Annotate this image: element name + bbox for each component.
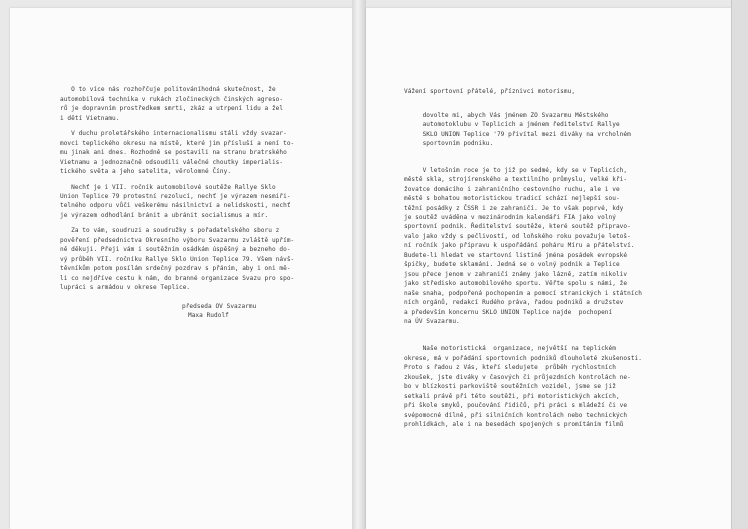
right-greeting: Vážení sportovní přátelé, příznivci motorismu, (404, 88, 576, 96)
right-paragraph-2: V letošním roce je to již po sedmé, kdy se v Teplicích, městě skla, strojírenského a textilního průmyslu, velké kři- žovatce domácího i zahraničního cestovního ruchu, ale i ve městě s bohatou motoristickou tradicí schází nejlepší sou- těžní posádky z ČSSR i ze zahraničí. Je to však poprvé, kdy je soutěž uváděna v mezinárodním kalendáři FIA jako volný sportovní podnik. Ředitelství soutěže, které soutěž připravo- valo jako vždy s pečlivostí, od loňského roku považuje letoš- ní ročník jako přípravu k uspořádání poháru Míru a přátelství. Budete-li hledat ve startovní listině jména posádek evropské špičky, budete sklamáni. Jedná se o volný podnik a Teplice jsou přece jenom v zahraničí známy jako lázně, zatím nikoliv jako středisko automobilového sportu. Věřte spolu s námi, že naše snaha, podpořená pochopením a pomocí stranických i státních ních orgánů, redakcí Rudého práva, řadou podniků a družstev a především koncernu SKLO UNION Teplice najde pochopení na ÚV Svazarmu. (404, 166, 642, 325)
left-page-text (60, 76, 294, 339)
right-paragraph-1: dovolte mi, abych Vás jménem ZO Svazarmu Městského automotoklubu v Teplicích a jménem ředitelství Rallye SKLO UNION Teplice '79 přivítal mezi diváky na vrcholném sportovním podniku. (422, 111, 631, 148)
signature-name: Maxa Rudolf (188, 311, 229, 319)
right-paragraph-3: Naše motoristická organizace, největší na teplickém okrese, má v pořádání sportovních podniků dlouholeté zkušenosti. Proto s řadou z Vás, kteří sledujete průběh rychlostních zkoušek, jste diváky v časových či průjezdních kontrolách ne- bo v blízkosti parkoviště soutěžních vozidel, jsme se již setkali právě při této soutěži, při motoristických akcích, při škole smyků, poučování řidičů, při práci s mládeží či ve svépomocné dílně, při silničních kontrolách nebo technických prohlídkách, ale i na besedách spojených s promítáním filmů (404, 345, 642, 429)
left-paragraph-1: O to více nás rozhořčuje politováníhodná skutečnost, že automobilová technika v rukách zločineckých činských agreso- rů je dopravním prostředkem smrti, zkáz a utrpení lidu a žel i dětí Vietnamu. (60, 86, 284, 122)
signature-title: předseda OV Svazarmu (182, 302, 257, 310)
right-page (366, 8, 732, 529)
right-page-text (404, 78, 642, 448)
left-paragraph-3: Nechť je i VII. ročník automobilové soutěže Rallye Sklo Union Teplice 79 protestní rezolucí, nechť je výrazem nesmiři- telného odporu vůči veškerému násilnictví a nelidskosti, nechť je výrazem odhodlání bránit a ubránit socialismus a mír. (60, 183, 291, 219)
left-paragraph-4: Za to vám, soudruzi a soudružky s pořadatelského sboru z pověření předsednictva Okresního výboru Svazarmu zvláště upřím- ně děkuji. Přeji vám i soutěžním osádkám úspěšný a bezneho do- vý průběh VII. ročníku Rallye Sklo Union Teplice 79. Všem návš- těvníkům potom posílám srdečný pozdrav s přáním, aby i oni mě- li co nejdříve cestu k nám, do branné organizace Svazu pro spo- lupráci s armádou v okrese Teplice. (60, 227, 295, 292)
left-paragraph-2: V duchu proletářského internacionalismu stáli vždy svazar- movci teplického okresu na místě, které jim přísluší a není to- mu jinak ani dnes. Rozhodně se postavili na stranu bratrského Vietnamu a jednoznačně odsoudili válečné choutky imperialis- tického světa a jeho satelita, věrolomné Číny. (60, 130, 295, 176)
book-gutter (352, 0, 366, 529)
left-page (10, 8, 352, 529)
page-edge (731, 0, 748, 529)
